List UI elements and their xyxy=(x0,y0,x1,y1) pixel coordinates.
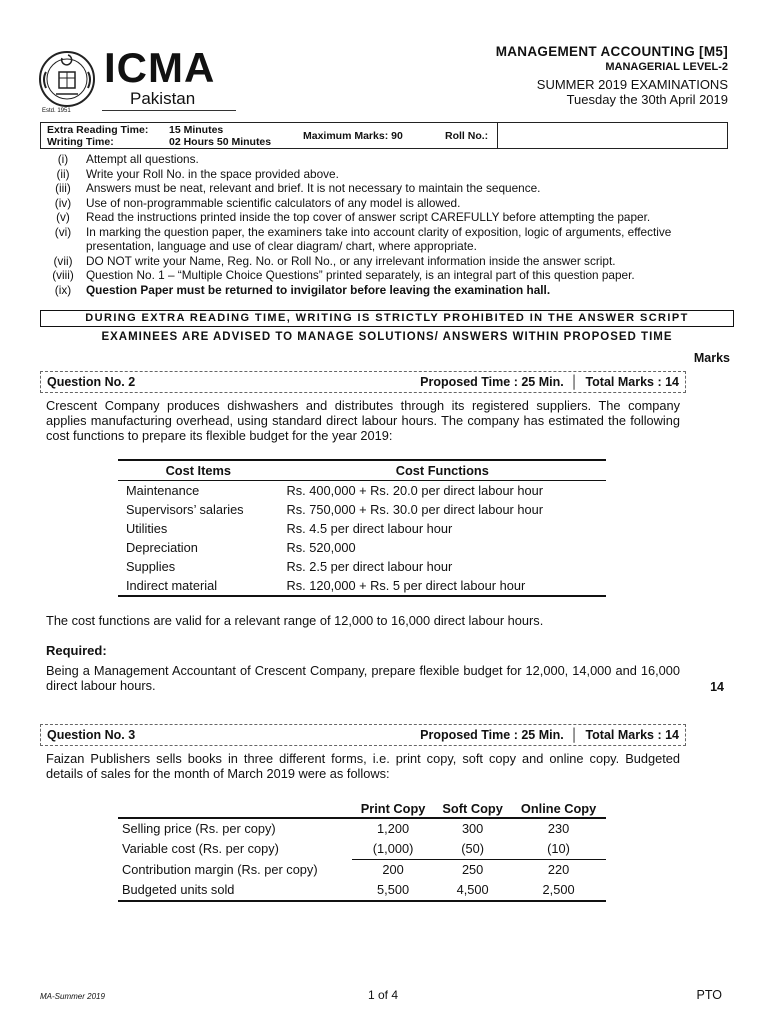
cost-functions-table xyxy=(118,459,606,597)
question-2-title: Question No. 2 xyxy=(47,375,136,389)
instruction-item: (v) Read the instructions printed inside the top cover of answer script CAREFULLY before attempting the paper. xyxy=(56,210,651,224)
question-3-title: Question No. 3 xyxy=(47,728,136,742)
manage-time-banner: EXAMINEES ARE ADVISED TO MANAGE SOLUTIONS/ ANSWERS WITHIN PROPOSED TIME xyxy=(101,331,673,343)
blank-header xyxy=(118,800,352,818)
extra-reading-value: 15 Minutes xyxy=(169,124,224,136)
instruction-item: (vi) In marking the question paper, the examiners take into account clarity of exposition, logic of arguments, effective presentation, language and use of clear diagram/ chart, where appropriate. xyxy=(54,224,672,253)
question-2-total-marks: Total Marks : 14 xyxy=(585,375,679,389)
question-2-required-label: Required: xyxy=(46,643,107,658)
instruction-item: (ii) Write your Roll No. in the space provided above. xyxy=(56,166,339,181)
table-row: Selling price (Rs. per copy) 1,200 300 230 xyxy=(118,818,606,839)
table-row: Variable cost (Rs. per copy) (1,000) (50) (10) xyxy=(118,839,606,860)
question-3-total-marks: Total Marks : 14 xyxy=(585,728,679,742)
extra-reading-label: Extra Reading Time: xyxy=(47,124,149,136)
question-2-header xyxy=(40,371,686,393)
relevant-range-note: The cost functions are valid for a relevant range of 12,000 to 16,000 direct labour hours. xyxy=(46,613,544,628)
table-row: Contribution margin (Rs. per copy) 200 250 220 xyxy=(122,861,570,877)
instruction-item: (ix) Question Paper must be returned to invigilator before leaving the examination hall. xyxy=(54,282,551,297)
table-row: Budgeted units sold 5,500 4,500 2,500 xyxy=(118,880,606,901)
question-3-header xyxy=(40,724,686,746)
table-row: Supplies Rs. 2.5 per direct labour hour xyxy=(126,558,453,574)
writing-time-value: 02 Hours 50 Minutes xyxy=(169,136,272,148)
question-2-marks: 14 xyxy=(710,680,724,694)
paper-level: MANAGERIAL LEVEL-2 xyxy=(605,61,728,73)
instruction-item: (iii) Answers must be neat, relevant and brief. It is not necessary to maintain the sequence. xyxy=(55,181,541,195)
exam-date: Tuesday the 30th April 2019 xyxy=(566,92,728,107)
brand-country: Pakistan xyxy=(130,89,196,108)
cost-items-header: Cost Items xyxy=(118,460,279,481)
icma-seal-icon xyxy=(38,50,96,108)
footer-pto: PTO xyxy=(696,988,722,1002)
paper-title: MANAGEMENT ACCOUNTING [M5] xyxy=(495,44,728,59)
online-copy-header: Online Copy xyxy=(511,800,606,818)
question-2-intro: Crescent Company produces dishwashers and distributes through its registered suppliers. The company applies manufacturing overhead, using standard direct labour hours. The company has estimated the following cost functions to prepare its flexible budget for the year 2019: xyxy=(46,398,680,443)
sales-budget-table xyxy=(118,800,606,902)
table-header-row xyxy=(118,800,606,818)
question-2-requirement: Being a Management Accountant of Crescent Company, prepare flexible budget for 12,000, 14,000 and 16,000 direct labour hours. xyxy=(46,663,680,693)
question-3-intro: Faizan Publishers sells books in three different forms, i.e. print copy, soft copy and online copy. Budgeted details of sales for the month of March 2019 were as follows: xyxy=(46,751,680,781)
exam-header xyxy=(496,44,728,107)
writing-time-label: Writing Time: xyxy=(47,136,114,148)
exam-session: SUMMER 2019 EXAMINATIONS xyxy=(536,77,728,92)
roll-no-field[interactable] xyxy=(497,122,729,149)
table-header-row xyxy=(118,460,606,481)
question-2-proposed-time: Proposed Time : 25 Min. xyxy=(420,375,564,389)
time-labels xyxy=(47,124,148,148)
instruction-item: (i) Attempt all questions. xyxy=(57,152,199,166)
soft-copy-header: Soft Copy xyxy=(434,800,511,818)
table-row: Indirect material Rs. 120,000 + Rs. 5 per direct labour hour xyxy=(118,576,606,596)
footer-paper-code: MA-Summer 2019 xyxy=(40,992,105,1001)
table-row: Supervisors’ salaries Rs. 750,000 + Rs. 30.0 per direct labour hour xyxy=(126,501,543,517)
time-values xyxy=(169,124,271,148)
question-2-time-marks: Proposed Time : 25 Min. │ Total Marks : 14 xyxy=(420,375,679,389)
instructions-list xyxy=(40,152,730,297)
table-row: Depreciation Rs. 520,000 xyxy=(126,539,356,555)
brand-underline xyxy=(102,110,236,111)
brand-name: ICMA xyxy=(104,44,216,91)
marks-column-heading: Marks xyxy=(693,351,730,365)
instruction-item: (viii) Question No. 1 – “Multiple Choice Questions” printed separately, is an integral part of this question paper. xyxy=(52,268,635,282)
maximum-marks: Maximum Marks: 90 xyxy=(303,130,403,142)
cost-functions-header: Cost Functions xyxy=(279,460,606,481)
question-3-proposed-time: Proposed Time : 25 Min. xyxy=(420,728,564,742)
instruction-item: (iv) Use of non-programmable scientific calculators of any model is allowed. xyxy=(54,195,461,210)
icma-logo xyxy=(34,44,239,114)
footer-page-number: 1 of 4 xyxy=(368,988,399,1002)
reading-time-banner: DURING EXTRA READING TIME, WRITING IS STRICTLY PROHIBITED IN THE ANSWER SCRIPT xyxy=(40,310,734,327)
question-3-time-marks: Proposed Time : 25 Min. │ Total Marks : 14 xyxy=(420,728,679,742)
established-year: Estd. 1951 xyxy=(42,108,71,114)
instruction-item: (vii) DO NOT write your Name, Reg. No. or Roll No., or any irrelevant information inside the answer script. xyxy=(53,253,616,268)
table-row: Utilities Rs. 4.5 per direct labour hour xyxy=(126,520,453,536)
roll-no-label: Roll No.: xyxy=(445,130,489,142)
exam-info-box xyxy=(40,122,728,149)
table-row: Maintenance Rs. 400,000 + Rs. 20.0 per direct labour hour xyxy=(126,482,543,498)
print-copy-header: Print Copy xyxy=(352,800,434,818)
